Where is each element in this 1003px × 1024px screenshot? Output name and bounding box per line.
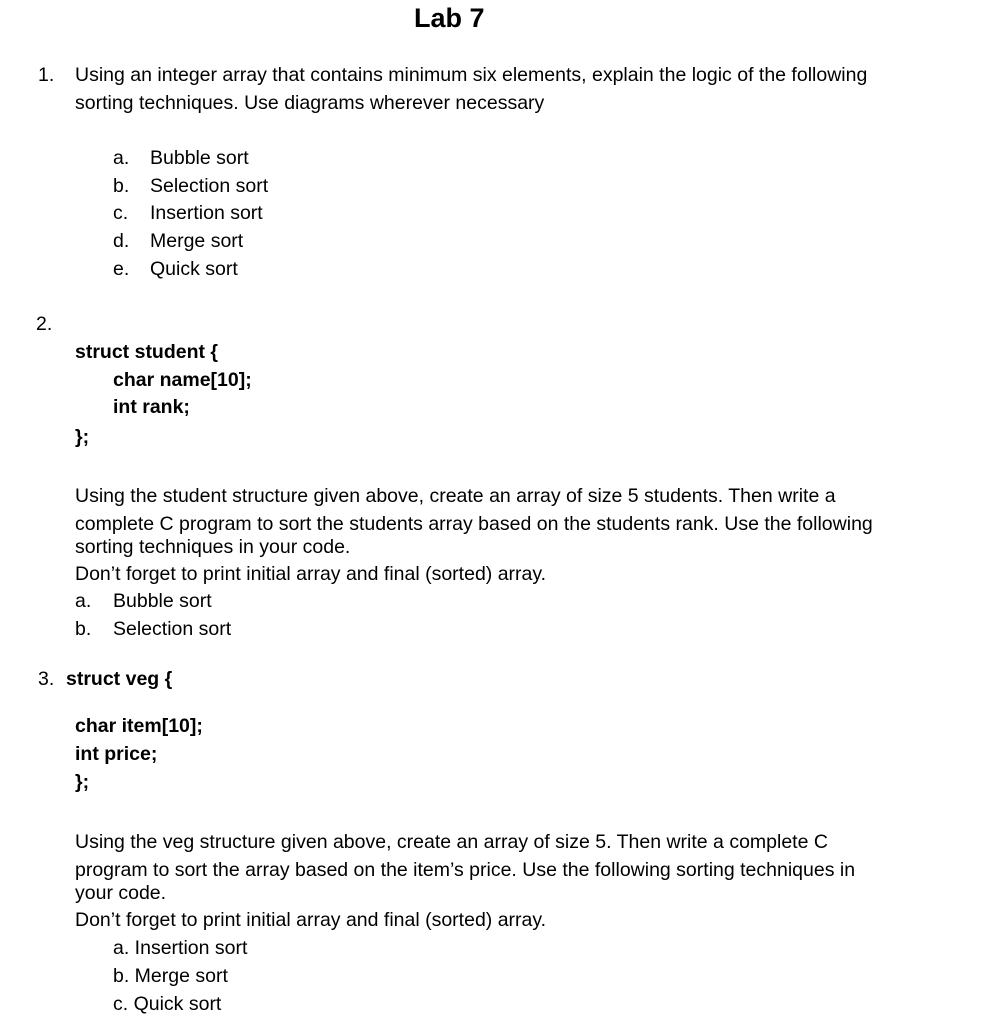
list-item-text: Insertion sort xyxy=(150,202,263,224)
paragraph-line: your code. xyxy=(75,882,167,904)
question-number: 2. xyxy=(36,313,53,335)
list-item-text: Merge sort xyxy=(150,230,244,252)
list-item-letter: a. xyxy=(75,590,92,612)
page-title: Lab 7 xyxy=(414,3,485,33)
paragraph-line: sorting techniques in your code. xyxy=(75,536,351,558)
list-item-letter: b. xyxy=(75,618,92,640)
list-item: b. Merge sort xyxy=(113,965,228,987)
code-line: struct veg { xyxy=(66,668,173,690)
paragraph-line: Using the veg structure given above, create an array of size 5. Then write a complete C xyxy=(75,831,828,853)
paragraph-line: Don’t forget to print initial array and final (sorted) array. xyxy=(75,563,547,585)
list-item-text: Selection sort xyxy=(113,618,232,640)
question-number: 3. xyxy=(38,668,55,690)
paragraph-line: complete C program to sort the students array based on the students rank. Use the following xyxy=(75,513,873,535)
list-item: a. Insertion sort xyxy=(113,937,248,959)
list-item-text: Selection sort xyxy=(150,175,269,197)
code-line: char name[10]; xyxy=(113,369,252,391)
code-line: struct student { xyxy=(75,341,219,363)
paragraph-line: Don’t forget to print initial array and final (sorted) array. xyxy=(75,909,547,931)
paragraph-line: program to sort the array based on the item’s price. Use the following sorting techniques in xyxy=(75,859,856,881)
list-item-text: Bubble sort xyxy=(150,147,249,169)
list-item-letter: d. xyxy=(113,230,130,252)
list-item: c. Quick sort xyxy=(113,993,222,1015)
code-line: int price; xyxy=(75,743,158,765)
code-line: }; xyxy=(75,426,90,448)
list-item-letter: a. xyxy=(113,147,130,169)
question-text-line: Using an integer array that contains minimum six elements, explain the logic of the following xyxy=(75,64,868,86)
list-item-text: Quick sort xyxy=(150,258,238,280)
list-item-text: Bubble sort xyxy=(113,590,212,612)
code-line: int rank; xyxy=(113,396,190,418)
list-item-letter: b. xyxy=(113,175,130,197)
code-line: char item[10]; xyxy=(75,715,203,737)
question-text-line: sorting techniques. Use diagrams wherever necessary xyxy=(75,92,545,114)
paragraph-line: Using the student structure given above, create an array of size 5 students. Then write a xyxy=(75,485,836,507)
list-item-letter: c. xyxy=(113,202,129,224)
question-number: 1. xyxy=(38,64,55,86)
list-item-letter: e. xyxy=(113,258,130,280)
code-line: }; xyxy=(75,771,90,793)
